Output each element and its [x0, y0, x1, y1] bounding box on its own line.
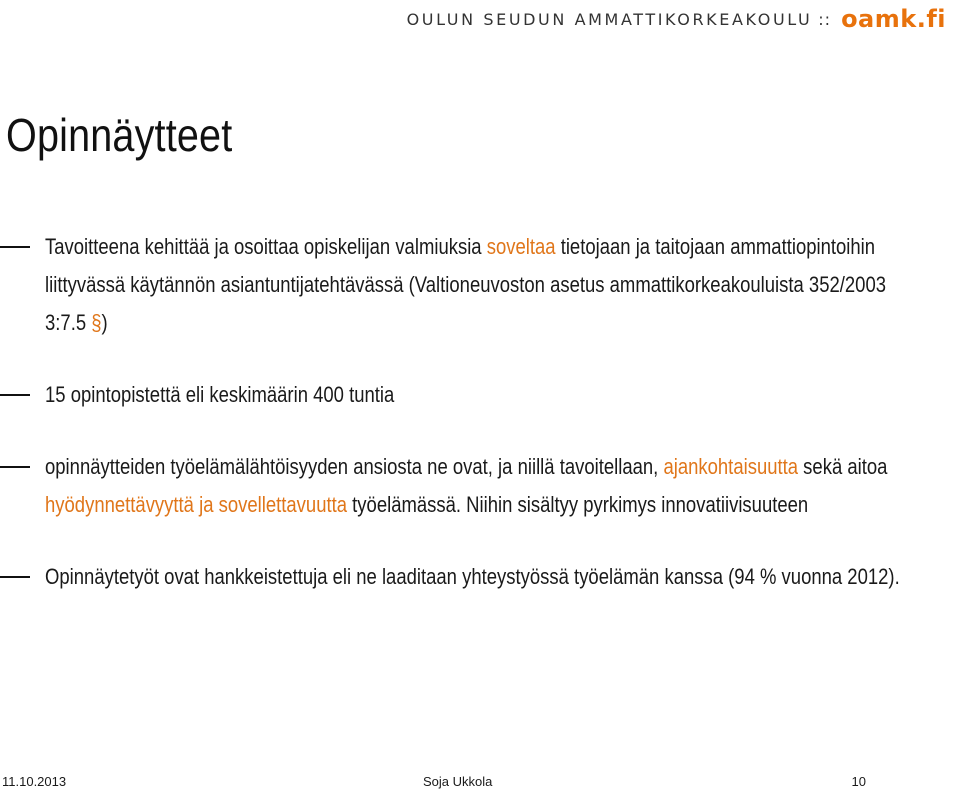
bullet-list — [0, 228, 940, 596]
dash-bullet-icon — [0, 246, 30, 248]
header-separator: :: — [818, 9, 832, 29]
bullet-text-2 — [45, 376, 927, 414]
highlighted-text: § — [91, 310, 102, 335]
page-number: 10 — [851, 774, 866, 789]
bullet-item-1 — [0, 228, 940, 342]
footer-author: Soja Ukkola — [423, 774, 493, 789]
slide-footer — [0, 772, 960, 792]
bullet-text-4 — [45, 558, 927, 596]
bullet-text-span: ) — [101, 310, 108, 335]
school-name: OULUN SEUDUN AMMATTIKORKEAKOULU — [406, 9, 813, 29]
slide-header — [407, 2, 946, 36]
bullet-text-span: sekä aitoa — [798, 454, 888, 479]
highlighted-text: hyödynnettävyyttä ja sovellettavuutta — [45, 492, 348, 517]
oamk-logo: oamk.fi — [841, 5, 946, 33]
bullet-text-span: Opinnäytetyöt ovat hankkeistettuja eli ne laaditaan yhteystyössä työelämän kanssa (94 % vuonna 2012). — [45, 564, 900, 589]
highlighted-text: ajankohtaisuutta — [663, 454, 799, 479]
bullet-item-3 — [0, 448, 940, 524]
dash-bullet-icon — [0, 576, 30, 578]
bullet-text-span: työelämässä. Niihin sisältyy pyrkimys innovatiivisuuteen — [347, 492, 809, 517]
bullet-item-2 — [0, 376, 940, 414]
footer-date: 11.10.2013 — [2, 774, 67, 789]
bullet-text-span: tietojaan ja taitojaan ammattiopintoihin liittyvässä käytännön asiantuntijatehtävässä (Valtioneuvoston asetus ammattikorkeakouluista 352/2003 3:7.5 — [45, 234, 886, 335]
dash-bullet-icon — [0, 466, 30, 468]
bullet-text-span: 15 opintopistettä eli keskimäärin 400 tuntia — [45, 382, 395, 407]
highlighted-text: soveltaa — [486, 234, 556, 259]
dash-bullet-icon — [0, 394, 30, 396]
bullet-text-span: Tavoitteena kehittää ja osoittaa opiskelijan valmiuksia — [45, 234, 487, 259]
bullet-text-1 — [45, 228, 927, 342]
bullet-item-4 — [0, 558, 940, 596]
bullet-text-span: opinnäytteiden työelämälähtöisyyden ansiosta ne ovat, ja niillä tavoitellaan, — [45, 454, 664, 479]
slide-title: Opinnäytteet — [6, 109, 233, 161]
bullet-text-3 — [45, 448, 927, 524]
